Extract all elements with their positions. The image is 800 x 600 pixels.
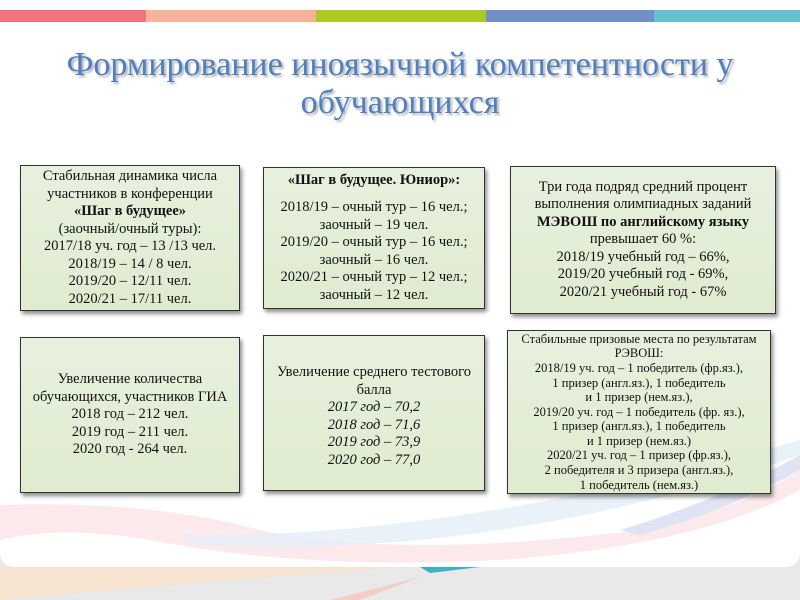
text-line: обучающихся, участников ГИА	[32, 388, 228, 405]
text-line: превышает 60 %:	[589, 231, 697, 248]
text-line: 2019 год – 211 чел.	[71, 423, 189, 440]
text-line: 2020 год - 264 чел.	[72, 441, 188, 458]
text-line: 2019/20 уч. год – 1 победитель (фр. яз.),	[533, 404, 745, 419]
text-line: участников в конференции	[47, 185, 213, 202]
text-line: 2018/19 – очный тур – 16 чел.;	[280, 199, 468, 215]
text-line: 2018 год – 71,6	[327, 416, 421, 433]
text-line: Увеличение среднего тестового	[277, 364, 471, 380]
exam-participants-box	[20, 337, 240, 493]
text-line: 2018/19 – 14 / 8 чел.	[68, 255, 192, 272]
text-line: МЭВОШ по английскому языку	[536, 213, 750, 230]
text-line: 1 победитель (нем.яз.)	[579, 477, 699, 492]
regional-olympiad-box	[507, 330, 771, 494]
text-line: 2020/21 уч. год – 1 призер (фр.яз.),	[546, 448, 732, 463]
text-line: Стабильные призовые места по результатам	[521, 331, 757, 346]
title-line: Формирование иноязычной компетентности	[66, 46, 709, 83]
text-line: заочный – 12 чел.	[319, 286, 429, 303]
text-line: Увеличение количества	[57, 371, 203, 388]
text-line: заочный – 16 чел.	[319, 251, 429, 268]
text-line: 2020/21 – очный тур – 12 чел.;	[280, 269, 468, 285]
text-line: и 1 призер (нем.яз.),	[585, 390, 693, 405]
olympiad-percent-box	[510, 166, 776, 314]
test-score-box	[263, 335, 485, 491]
text-line: 2017/18 уч. год – 13 /13 чел.	[43, 238, 217, 254]
text-line: 2020 год – 77,0	[327, 451, 421, 468]
slide-title	[0, 46, 800, 122]
text-line: 2018/19 учебный год – 66%,	[556, 248, 730, 265]
text-line: «Шаг в будущее»	[73, 203, 187, 219]
text-line: Три года подряд средний процент	[538, 178, 748, 195]
text-line: балла	[356, 381, 392, 398]
text-line: 2 победителя и 3 призера (англ.яз.),	[544, 463, 734, 478]
text-line: 2018 год – 212 чел.	[71, 406, 189, 423]
text-line: заочный – 19 чел.	[319, 216, 429, 233]
text-line: 2020/21 учебный год - 67%	[559, 283, 727, 300]
text-line: 1 призер (англ.яз.), 1 победитель	[552, 419, 726, 434]
text-line: 2019 год – 73,9	[327, 434, 421, 450]
text-line: выполнения олимпиадных заданий	[534, 196, 752, 213]
text-line: 2020/21 – 17/11 чел.	[68, 290, 192, 307]
junior-box	[263, 167, 485, 309]
text-line: 2017 год – 70,2	[327, 399, 421, 415]
text-line: 2019/20 – 12/11 чел.	[68, 273, 192, 289]
text-line: и 1 призер (нем.яз.)	[586, 433, 692, 448]
title-line: у обучающихся	[300, 46, 734, 121]
text-line: 1 призер (англ.яз.), 1 победитель	[552, 375, 726, 390]
text-line: 2019/20 – очный тур – 16 чел.;	[280, 234, 468, 250]
text-line: Стабильная динамика числа	[42, 168, 218, 184]
conference-box	[20, 165, 240, 311]
text-line: РЭВОШ:	[614, 346, 664, 361]
text-line: (заочный/очный туры):	[58, 220, 202, 237]
text-line: 2019/20 учебный год - 69%,	[557, 266, 729, 283]
text-line: 2018/19 уч. год – 1 победитель (фр.яз.),	[534, 360, 744, 375]
text-line: «Шаг в будущее. Юниор»:	[287, 172, 461, 188]
footer-swoosh	[0, 567, 800, 600]
